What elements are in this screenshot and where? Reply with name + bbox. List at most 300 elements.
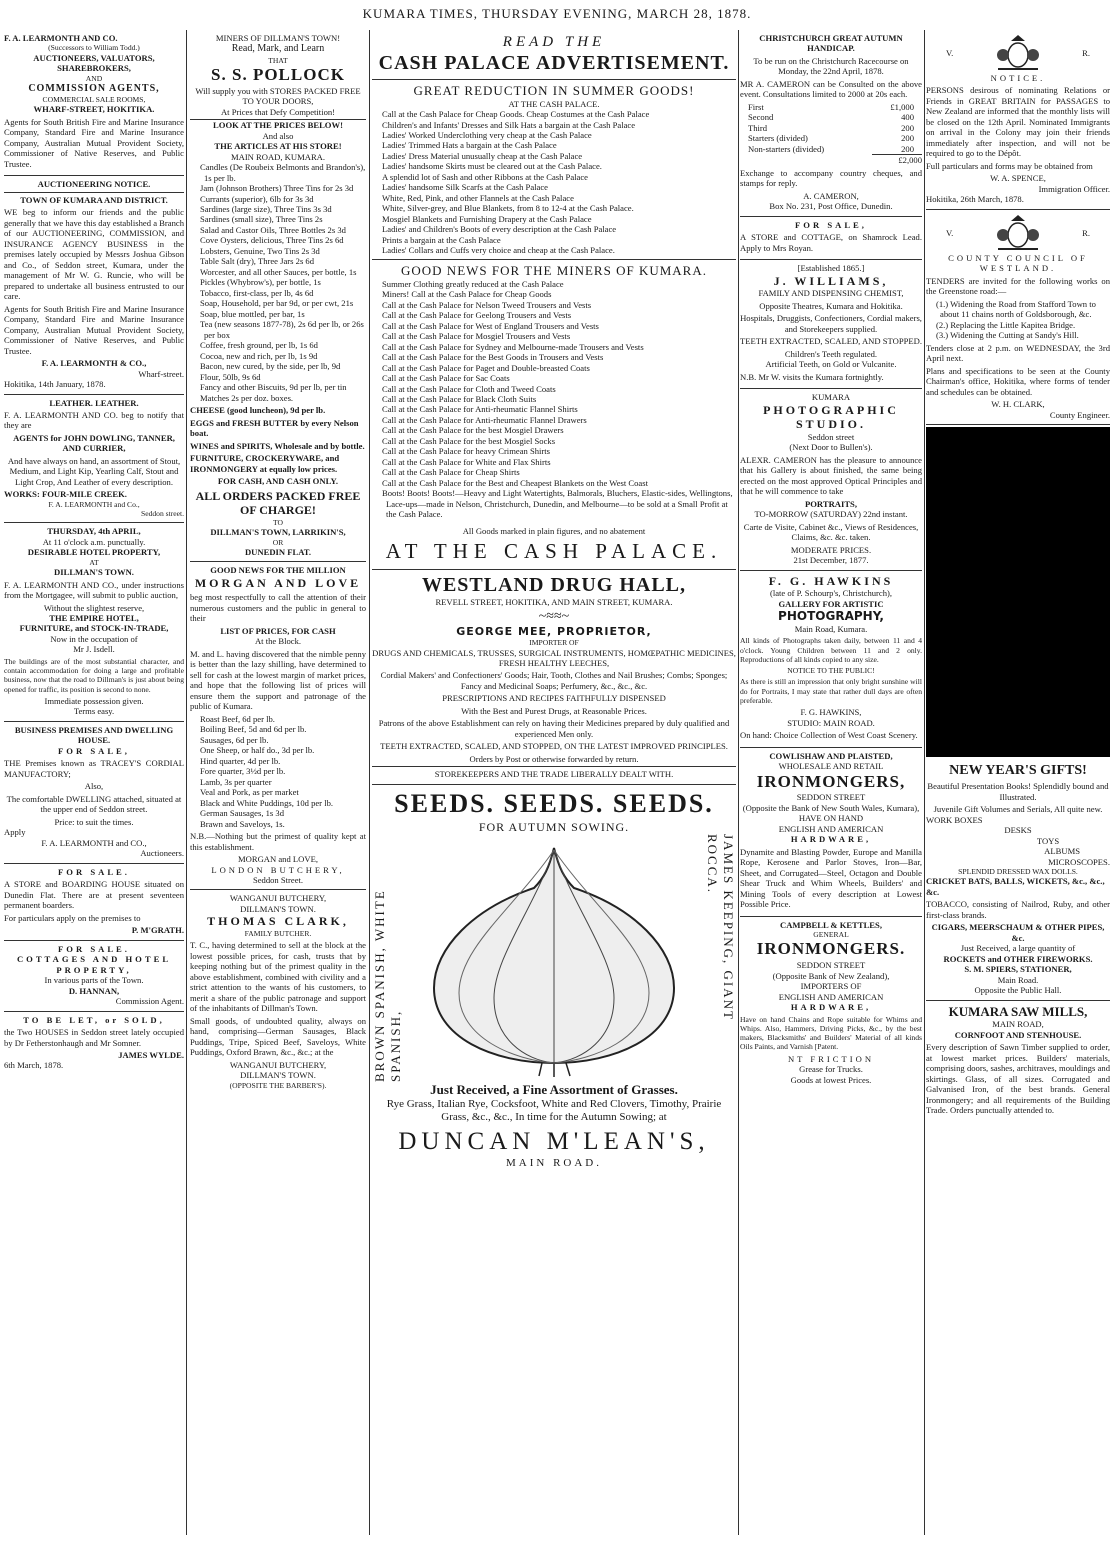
ad-body: Beautiful Presentation Books! Splendidly bound and Illustrated. [927, 781, 1109, 802]
ad-line: HARDWARE, [790, 1002, 872, 1013]
ad-signature: F. A. LEARMONTH and CO., [41, 837, 147, 848]
ad-line: WORKS: FOUR-MILE CREEK. [4, 489, 127, 500]
column-3 [372, 30, 736, 1535]
list-item: German Sausages, 1s 3d [200, 808, 285, 819]
ad-line: At Prices that Defy Competition! [220, 106, 336, 117]
ad-signature: DUNCAN M'LEAN'S, [398, 1127, 710, 1155]
store-sale-ad [4, 864, 184, 941]
saw-mills-ad [926, 1001, 1110, 1122]
business-premises-ad [4, 722, 184, 864]
ad-line: WHARF-STREET, HOKITIKA. [33, 104, 155, 115]
ad-body: Have on hand Chains and Rope suitable for Whims and Whips. Also, Hammers, Driving Picks, &c., by the best makers, Blacksmiths' and Builders' Material of all kinds Oils Paints, and Varnish [Patent. [740, 1014, 922, 1052]
ad-signature: MORGAN and LOVE, [238, 854, 318, 865]
list-item: (1.) Widening the Road from Stafford Town to about 11 chains north of Goldsborough, &c. [936, 298, 1096, 320]
ad-line: MINERS OF DILLMAN'S TOWN! [215, 33, 341, 43]
ad-body: The comfortable DWELLING attached, situated at the upper end of Seddon street. [6, 793, 182, 815]
ad-title: F. G. HAWKINS [768, 573, 894, 588]
royal-crest-icon [993, 33, 1043, 73]
row-label: First [748, 101, 764, 112]
ad-body: A STORE and BOARDING HOUSE situated on Dunedin Flat. There are at present seventeen permanent boarders. [4, 879, 184, 911]
table-row [740, 144, 922, 154]
list-item: Brawn and Saveloys, 1s. [200, 818, 285, 829]
ad-line: Without the slightest reserve, [43, 602, 145, 613]
ad-line: BROWN SPANISH, WHITE SPANISH, [372, 889, 403, 1083]
ad-line: Apply [4, 827, 26, 838]
ad-line: SHAREBROKERS, [57, 63, 131, 74]
column-rule [186, 30, 187, 1535]
ad-line: AND [85, 73, 103, 83]
ad-body: On hand: Choice Collection of West Coast Scenery. [740, 730, 918, 741]
column-5 [926, 30, 1110, 1535]
list-item: Matches 2s per doz. boxes. [200, 392, 294, 403]
ad-title: NOTICE. [990, 73, 1046, 83]
list-item: Call at the Cash Palace for Cheap Goods. Cheap Costumes at the Cash Palace [382, 109, 650, 120]
ad-line: PRESCRIPTIONS AND RECIPES FAITHFULLY DISPENSED [442, 693, 666, 704]
ad-line: TEETH EXTRACTED, SCALED, AND STOPPED. [740, 336, 922, 347]
prize-table [740, 102, 922, 154]
ad-line: Seddon street [807, 431, 855, 442]
ad-line: STOREKEEPERS AND THE TRADE LIBERALLY DEALT WITH. [372, 766, 736, 779]
ad-line: WINES and SPIRITS, Wholesale and by bottle. [190, 440, 365, 451]
ad-signature: Seddon Street. [252, 875, 304, 885]
ad-signature: S. M. SPIERS, STATIONER, [964, 964, 1072, 975]
ad-line: AGENTS for JOHN DOWLING, TANNER, AND CURRIER, [13, 432, 175, 454]
row-value: 200 [901, 122, 914, 133]
ad-line: FOR CASH, AND CASH ONLY. [217, 476, 339, 487]
ad-body: Cordial Makers' and Confectioners' Goods; Hair, Tooth, Clothes and Nail Brushes; Combs; Sponges; Fancy and Medicinal Soaps; Perfumery, &c., &c., &c. [380, 670, 728, 691]
list-item: Veal and Pork, as per market [200, 787, 299, 798]
ad-line: At the Block. [254, 636, 302, 647]
price-list [190, 162, 366, 403]
ad-body: beg most respectfully to call the attention of their numerous customers and the public in general to their [190, 592, 366, 624]
ad-line: DRUGS AND CHEMICALS, TRUSSES, SURGICAL INSTRUMENTS, HOMŒPATHIC MEDICINES, FRESH HEALTHY LEECHES, [372, 647, 736, 668]
ad-signature: Immigration Officer. [1038, 183, 1110, 194]
ad-line: Now in the occupation of [50, 633, 138, 644]
seeds-ad [372, 785, 736, 1175]
ad-line: THE EMPIRE HOTEL, [49, 613, 139, 623]
ad-line: COTTAGES AND HOTEL [16, 954, 172, 965]
ad-line: LIST OF PRICES, FOR CASH [220, 625, 336, 636]
ad-line: IRONMONGERS. [756, 939, 906, 959]
ad-title: FOR SALE, [795, 219, 867, 230]
ad-line: GREAT REDUCTION IN SUMMER GOODS! [372, 79, 736, 99]
hotel-sale-ad [4, 523, 184, 722]
list-item: Call at the Cash Palace for the Best Goods in Trousers and Vests [382, 352, 604, 363]
list-item: Sardines (large size), Three Tins 3s 3d [200, 203, 332, 214]
ad-line: THAT [268, 55, 288, 65]
tender-list [926, 299, 1110, 341]
ad-line: AT [89, 557, 99, 567]
list-item: Black and White Puddings, 10d per lb. [200, 797, 334, 808]
ad-title: CAMPBELL & KETTLES, [780, 919, 882, 930]
ad-title: AUCTIONEERING NOTICE. [37, 179, 151, 190]
ad-title: THOMAS CLARK, [207, 914, 349, 929]
list-item: One Sheep, or half do., 3d per lb. [200, 745, 315, 756]
list-item: Call at the Cash Palace for heavy Crimean Shirts [382, 446, 551, 457]
pollock-ad [190, 30, 366, 562]
ad-signature: LONDON BUTCHERY, [211, 864, 345, 875]
list-item: Call at the Cash Palace for Cloth and Tweed Coats [382, 383, 556, 394]
list-item: Call at the Cash Palace for Geelong Trousers and Vests [382, 310, 572, 321]
ad-subtitle: (Successors to William Todd.) [48, 43, 140, 53]
ad-title: COUNTY COUNCIL OF WESTLAND. [948, 252, 1088, 274]
ad-body: THE Premises known as TRACEY'S CORDIAL MANUFACTORY; [4, 758, 184, 779]
table-row [740, 112, 922, 122]
row-value: 200 [901, 133, 914, 144]
ad-line: SEDDON STREET [796, 792, 866, 803]
list-item: Boots! Boots! Boots!—Heavy and Light Watertights, Balmorals, Bluchers, Elastic-sides, Wellingtons, Lace-ups—made in Nelson, Christchurch, Dunedin, and Melbourne—to be sold at a Small Profit at the Cash Palace. [382, 488, 733, 520]
ad-line: THE ARTICLES AT HIS STORE! [214, 141, 342, 152]
ad-line: Just Received, a large quantity of [960, 943, 1076, 954]
list-item: Summer Clothing greatly reduced at the Cash Palace [382, 278, 564, 289]
ad-line: (Opposite Bank of New Zealand), [772, 970, 890, 981]
ad-title: WESTLAND DRUG HALL, [421, 573, 687, 596]
ad-line: LOOK AT THE PRICES BELOW! [190, 119, 366, 130]
ad-line: EGGS and FRESH BUTTER by every Nelson boat. [190, 417, 359, 439]
ad-signature: Main Road. [997, 974, 1039, 985]
ad-line: DILLMAN'S TOWN, LARRIKIN'S, [210, 527, 346, 538]
list-item: Call at the Cash Palace for White and Flax Shirts [382, 456, 551, 467]
ad-line: Main Road, Kumara. [794, 623, 868, 634]
list-item: Call at the Cash Palace for the Best and Cheapest Blankets on the West Coast [382, 477, 648, 488]
ad-body: the Two HOUSES in Seddon street lately occupied by Dr Fetherstonhaugh and Mr Somner. [4, 1027, 184, 1048]
masthead: KUMARA TIMES, THURSDAY EVENING, MARCH 28, 1878. [362, 6, 752, 21]
ad-subtitle: FAMILY AND DISPENSING CHEMIST, [758, 288, 904, 299]
list-item: Roast Beef, 6d per lb. [200, 713, 275, 724]
ad-line: HARDWARE, [790, 834, 872, 845]
ad-line: DESKS [1004, 825, 1032, 836]
list-item: Cove Oysters, delicious, Three Tins 2s 6d [200, 235, 344, 246]
ad-line: FOR SALE, [58, 745, 130, 756]
ad-title: FOR SALE. [58, 943, 130, 954]
column-2 [190, 30, 366, 1535]
ad-line: (late of P. Schourp's, Christchurch), [769, 588, 893, 599]
ad-line: Artificial Teeth, on Gold or Vulcanite. [765, 359, 897, 370]
list-item: Ladies' Dress Material unusually cheap at the Cash Palace [382, 150, 583, 161]
ad-title: J. WILLIAMS, [773, 273, 889, 288]
auctioneering-notice [4, 176, 184, 394]
ad-line: AT THE CASH PALACE. [508, 98, 600, 109]
list-item: Soap, blue mottled, per bar, 1s [200, 308, 305, 319]
ad-title: KUMARA SAW MILLS, [948, 1003, 1088, 1019]
ad-line: Mr J. Isdell. [73, 644, 115, 655]
list-item: Call at the Cash Palace for Nelson Tweed Trousers and Vests [382, 299, 592, 310]
ad-line: MAIN ROAD, KUMARA. [230, 151, 326, 162]
ad-signature: A. CAMERON, [803, 190, 859, 201]
ad-line: WORK BOXES [926, 814, 983, 825]
list-item: Ladies' Worked Underclothing very cheap at the Cash Palace [382, 130, 592, 140]
ad-line: OR [272, 537, 284, 547]
list-item: Flour, 50lb, 9s 6d [200, 371, 261, 382]
ad-body: F. A. LEARMONTH AND CO. beg to notify that they are [4, 409, 184, 431]
leather-ad [4, 395, 184, 524]
ad-line: CHEESE (good luncheon), 9d per lb. [190, 405, 326, 416]
ad-line: GEORGE MEE, PROPRIETOR, [456, 624, 652, 638]
ad-line: PHOTOGRAPHY, [778, 609, 884, 624]
list-item: Children's and Infants' Dresses and Silk Hats a bargain at the Cash Palace [382, 119, 636, 130]
ad-line: Children's Teeth regulated. [784, 348, 878, 359]
list-item: Hind quarter, 4d per lb. [200, 755, 281, 766]
ad-body: M. and L. having discovered that the nimble penny is better than the lazy shilling, have determined to sell for cash at the lowest margin of market prices, and hope that the following list of prices will ensure them the support and patronage of the public of Kumara. [190, 648, 366, 712]
list-item: Call at the Cash Palace for West of England Trousers and Vests [382, 320, 599, 331]
prize-total: £2,000 [872, 154, 922, 165]
row-value: £1,000 [890, 101, 914, 112]
ad-line: [Established 1865.] [797, 263, 865, 274]
list-item: (2.) Replacing the Little Kapitea Bridge. [936, 319, 1076, 330]
list-item: Call at the Cash Palace for the best Mosgiel Drawers [382, 425, 564, 436]
list-item: Prints a bargain at the Cash Palace [382, 234, 501, 245]
ad-line: CORNFOOT AND STENHOUSE. [954, 1029, 1082, 1040]
ad-signature: Auctioneers. [140, 848, 184, 859]
ad-body: For particulars apply on the premises to [4, 912, 141, 923]
ad-line: IRONMONGERS, [756, 771, 906, 791]
row-value: 400 [901, 112, 914, 123]
ad-signature: Box No. 231, Post Office, Dunedin. [769, 201, 893, 212]
column-4 [740, 30, 922, 1535]
list-item: Lamb, 3s per quarter [200, 776, 272, 787]
photo-studio-ad [740, 389, 922, 571]
list-item: Call at the Cash Palace for the best Mosgiel Socks [382, 435, 556, 446]
ad-signature: Wharf-street. [138, 368, 184, 379]
ad-title: SEEDS. SEEDS. SEEDS. [394, 788, 714, 818]
ad-body: ALEXR. CAMERON has the pleasure to announce that his Gallery is about finished, the same being erected on the most approved Optical Principles and that he will commence to take [740, 454, 922, 497]
list-item: Call at the Cash Palace for Mosgiel Trousers and Vests [382, 331, 571, 342]
cowlishaw-ad [740, 748, 922, 917]
ad-body: Carte de Visite, Cabinet &c., Views of Residences, Claims, &c. &c. taken. [743, 521, 919, 543]
ad-line: COMMISSION AGENTS, [28, 82, 160, 94]
ad-date: Hokitika, 26th March, 1878. [926, 194, 1024, 205]
ad-line: ALBUMS [1044, 846, 1080, 857]
ad-line: STUDIO: MAIN ROAD. [787, 717, 875, 728]
ad-line: KUMARA [811, 392, 851, 403]
to-let-ad [4, 1012, 184, 1075]
ad-body: Patrons of the above Establishment can rely on having their Medicines prepared by duly qualified and experienced Men only. [378, 718, 730, 739]
ad-line: With the Best and Purest Drugs, at Reasonable Prices. [461, 705, 647, 716]
list-item: Call at the Cash Palace for Sac Coats [382, 373, 510, 384]
ad-line: TO-MORROW (SATURDAY) 22nd instant. [754, 509, 908, 520]
list-item: Worcester, and all other Sauces, per bottle, 1s [200, 266, 357, 277]
ad-line: DUNEDIN FLAT. [244, 546, 312, 557]
ad-body: Tenders close at 2 p.m. on WEDNESDAY, the 3rd April next. [926, 342, 1110, 364]
ad-body: Every description of Sawn Timber supplied to order, at lowest market prices. Builders' materials, comprising doors, sashes, architraves, mouldings and skirtings. Glass, of all sizes. Corrugated and Galvanised Iron, of the best brands. General Ironmongery; and all requirements of the Building Trade. Orders punctually attended to. [926, 1042, 1110, 1116]
learmonth-ad [4, 30, 184, 176]
ad-date: 6th March, 1878. [4, 1060, 64, 1071]
goods-list [372, 279, 736, 520]
gifts-ad [926, 759, 1110, 1001]
ad-subtitle: FAMILY BUTCHER. [244, 929, 312, 939]
ad-line: Read, Mark, and Learn [231, 43, 325, 55]
ad-body: PERSONS desirous of nominating Relations or Friends in GREAT BRITAIN for PASSAGES to New Zealand are informed that the monthly lists will be closed on the 12th April. Nominated Immigrants on arrival in the Colony may join their friends immediately after inspection, and will not be required to go to the Dépôt. [926, 85, 1110, 159]
ad-line: FURNITURE, and STOCK-IN-TRADE, [19, 623, 169, 634]
row-value: 200 [901, 143, 914, 154]
ad-line: DILLMAN'S TOWN. [240, 903, 316, 914]
ad-line: ALL ORDERS PACKED FREE OF CHARGE! [195, 488, 361, 518]
ad-line: TOYS [1036, 835, 1060, 846]
table-row [740, 123, 922, 133]
ad-line: All Goods marked in plain figures, and no abatement [462, 525, 646, 536]
list-item: Mosgiel Blankets and Furnishing Drapery at the Cash Palace [382, 213, 592, 224]
clark-ad [190, 890, 366, 1093]
ad-title: COWLISHAW AND PLAISTED, [769, 750, 893, 761]
ad-body: Will supply you with STORES PACKED FREE TO YOUR DOORS, [195, 85, 361, 107]
ad-title: DESIRABLE HOTEL PROPERTY, [27, 547, 161, 558]
ad-line: (Opposite the Bank of New South Wales, Kumara), [742, 802, 920, 813]
list-item: Ladies' and Children's Boots of every description at the Cash Palace [382, 224, 617, 235]
ad-line: MICROSCOPES. [1048, 856, 1110, 867]
list-item: A splendid lot of Sash and other Ribbons at the Cash Palace [382, 171, 588, 182]
ad-line: READ THE [502, 34, 606, 50]
ad-line: Opposite Theatres, Kumara and Hokitika. [759, 300, 903, 311]
ad-signature: W. H. CLARK, [991, 399, 1045, 410]
ad-title: BUSINESS PREMISES AND DWELLING HOUSE. [14, 724, 174, 746]
ad-body: Agents for South British Fire and Marine Insurance Company, Standard Fire and Marine Insurance Company, Australian Mutual Provident Society, Commissioner of Native Reserves, and Public Trustee. [4, 303, 184, 356]
ad-title: TO BE LET, or SOLD, [23, 1014, 165, 1025]
ad-line: Grease for Trucks. [799, 1064, 863, 1075]
ad-line: (Next Door to Bullen's). [789, 442, 873, 453]
list-item: White, Silver-grey, and Blue Blankets, from 8 to 12-4 at the Cash Palace. [382, 203, 634, 214]
ad-line: HAVE ON HAND [798, 813, 864, 824]
ad-body: WE beg to inform our friends and the public generally that we have this day established a Branch of our AUCTIONEERING, COMMISSION, and INSURANCE AGENCY BUSINESS in the premises lately occupied by Messrs Joshua Gibson and Co., of Seddon street, Kumara, under the management of Mr W. G. Runcie, who will be prepared to undertake all business entrusted to our care. [4, 207, 184, 302]
ad-title: PHOTOGRAPHIC STUDIO. [763, 402, 899, 432]
list-item: Table Salt (dry), Three Jars 2s 6d [200, 256, 315, 267]
ad-body: All kinds of Photographs taken daily, between 11 and 4 o'clock. Young Children between 11 and 2 only. Reproductions of all kinds copied to any size. [740, 636, 922, 664]
ad-line: IMPORTERS OF [800, 981, 862, 992]
list-item: Miners! Call at the Cash Palace for Cheap Goods [382, 289, 552, 300]
ad-signature: F. G. HAWKINS, [800, 707, 862, 718]
list-item: Soap, Household, per bar 9d, or per cwt, 21s [200, 298, 354, 309]
ad-line: Goods at lowest Prices. [790, 1074, 872, 1085]
ad-line: Just Received, a Fine Assortment of Grasses. [430, 1082, 678, 1098]
ad-subtitle: TOWN OF KUMARA AND DISTRICT. [4, 192, 184, 205]
ad-signature: Seddon street. [140, 509, 184, 519]
williams-ad [740, 260, 922, 389]
list-item: Ladies' Collars and Cuffs very choice and cheap at the Cash Palace. [382, 245, 615, 256]
ad-body: A STORE and COTTAGE, on Shamrock Lead. Apply to Mrs Royan. [740, 232, 922, 253]
ad-signature: P. M'GRATH. [131, 925, 184, 936]
store-cottage-ad [740, 217, 922, 260]
ad-line: ENGLISH AND AMERICAN [778, 823, 884, 834]
ad-body: F. A. LEARMONTH AND CO., under instructions from the Mortgagee, will submit to public auction, [4, 579, 184, 601]
list-item: Call at the Cash Palace for Cheap Shirts [382, 467, 520, 478]
ad-body: As there is still an impression that only bright sunshine will do for Portraits, I may state that rather dull days are often preferable. [740, 677, 922, 705]
ad-signature: WANGANUI BUTCHERY, [229, 1059, 327, 1070]
column-1 [4, 30, 184, 1535]
ad-body: Exchange to accompany country cheques, and stamps for reply. [740, 167, 922, 189]
royal-crest-icon [993, 213, 1043, 253]
list-item: Call at the Cash Palace for Black Cloth Suits [382, 394, 537, 404]
list-item: White, Red, Pink, and other Flannels at the Cash Palace [382, 192, 574, 203]
ad-line: GALLERY FOR ARTISTIC [778, 598, 884, 609]
ad-line: GOOD NEWS FOR THE MILLION [210, 565, 346, 576]
list-item: Fancy and other Biscuits, 9d per lb, per tin [200, 382, 347, 393]
ad-line: GENERAL [813, 930, 849, 940]
immigration-notice [926, 30, 1110, 210]
list-item: Call at the Cash Palace for Sydney and Melbourne-made Trousers and Vests [382, 341, 644, 352]
list-item: Candles (De Roubeix Belmonts and Brandon's), 1s per lb. [200, 162, 366, 183]
ad-body: Rye Grass, Italian Rye, Cocksfoot, White and Red Clovers, Timothy, Prairie Grass, &c., &c., In time for the Autumn Sowing; at [386, 1098, 722, 1124]
ad-title: F. A. LEARMONTH AND CO. [4, 33, 118, 43]
onion-illustration [372, 834, 736, 1082]
ad-signature: F. A. LEARMONTH and Co., [48, 499, 140, 509]
ad-line: Terms easy. [73, 706, 115, 717]
blackout-region [926, 427, 1110, 757]
row-label: Non-starters (divided) [748, 143, 825, 154]
list-item: Call at the Cash Palace for Anti-rheumatic Flannel Drawers [382, 414, 587, 425]
list-item: Ladies' handsome Skirts must be cleared out at the Cash Palace. [382, 161, 602, 172]
cottages-sale-ad [4, 941, 184, 1012]
ad-line: COMMERCIAL SALE ROOMS, [42, 95, 146, 105]
ad-line: WHOLESALE AND RETAIL [778, 761, 884, 772]
drug-hall-ad [372, 570, 736, 785]
ad-line: And also [262, 130, 294, 141]
ad-line: Price: to suit the times. [54, 816, 134, 827]
ad-title: MORGAN AND LOVE [194, 575, 362, 590]
ad-line: THURSDAY, 4th APRIL, [47, 526, 141, 537]
ad-line: R. [1082, 47, 1090, 58]
ad-signature: JAMES WYLDE. [118, 1049, 184, 1060]
goods-list [372, 109, 736, 256]
campbell-ad [740, 917, 922, 1089]
ad-signature: D. HANNAN, [68, 985, 120, 996]
table-row [740, 102, 922, 112]
ad-line: CIGARS, MEERSCHAUM & OTHER PIPES, &c. [931, 922, 1105, 943]
ad-body: Hospitals, Druggists, Confectioners, Cordial makers, and Storekeepers supplied. [740, 313, 922, 334]
ad-line: MAIN ROAD, [992, 1019, 1044, 1030]
ornament: ~≈≈~ [538, 608, 570, 624]
ad-line: ROCKETS and OTHER FIREWORKS. [943, 953, 1093, 964]
ad-title: NEW YEAR'S GIFTS! [949, 763, 1087, 779]
list-item: Lobsters, Genuine, Two Tins 2s 3d [200, 245, 320, 256]
list-item: Call at the Cash Palace for Anti-rheumatic Flannel Shirts [382, 404, 578, 415]
list-item: Fore quarter, 3½d per lb. [200, 766, 286, 777]
list-item: Call at the Cash Palace for Paget and Double-breasted Coats [382, 362, 590, 373]
ad-line: TO [273, 517, 283, 527]
ad-line: WANGANUI BUTCHERY, [229, 893, 327, 904]
ad-body: TOBACCO, consisting of Nailrod, Ruby, and other first-class brands. [926, 899, 1110, 920]
ad-title: CASH PALACE ADVERTISEMENT. [378, 52, 730, 75]
ad-body: Small goods, of undoubted quality, always on hand, comprising—German Sausages, Black Puddings, Tripe, Spiced Beef, Saveloys, White Puddings, Oxford Brawn, &c., &c.; at the [190, 1015, 366, 1058]
ad-line: MODERATE PRICES. [790, 544, 872, 555]
ad-line: Juvenile Gift Volumes and Serials, All quite new. [933, 804, 1103, 815]
ad-body: And have always on hand, an assortment of Stout, Medium, and Light Kip, Yearling Calf, Stout and Light Crop, And Leather of every description. [7, 455, 181, 487]
list-item: Jam (Johnson Brothers) Three Tins for 2s 3d [200, 183, 354, 194]
ad-line: REVELL STREET, HOKITIKA, AND MAIN STREET, KUMARA. [435, 597, 673, 608]
ad-signature: F. A. LEARMONTH & CO., [41, 358, 147, 369]
ad-signature: (OPPOSITE THE BARBER'S). [229, 1080, 327, 1090]
ad-line: NOTICE TO THE PUBLIC! [787, 666, 875, 676]
county-council-ad [926, 210, 1110, 425]
ad-signature: DILLMAN'S TOWN. [240, 1070, 316, 1081]
ad-line: At 11 o'clock a.m. punctually. [42, 536, 146, 547]
list-item: Boiling Beef, 5d and 6d per lb. [200, 724, 307, 735]
ad-line: DILLMAN'S TOWN. [54, 567, 134, 578]
hawkins-ad [740, 571, 922, 748]
ad-body: MR A. CAMERON can be Consulted on the above event. Consultations limited to 2000 at 20s each. [740, 78, 922, 100]
ad-signature: County Engineer. [1049, 409, 1110, 420]
handicap-ad [740, 30, 922, 217]
list-item: Pickles (Whybrow's), per bottle, 1s [200, 277, 321, 288]
ad-body: Agents for South British Fire and Marine Insurance Company, Standard Fire and Marine Insurance Company, Australian Mutual Provident Society, Commissioner of Native Reserves, and Public Trustee. [4, 116, 184, 169]
ad-line: TEETH EXTRACTED, SCALED, AND STOPPED, ON THE LATEST IMPROVED PRINCIPLES. [380, 741, 728, 752]
ad-line: SEDDON STREET [796, 960, 866, 971]
ad-date: 21st December, 1877. [793, 555, 869, 566]
ad-line: R. [1082, 227, 1090, 238]
ad-line: IMPORTER OF [529, 638, 579, 648]
ad-body: TENDERS are invited for the following works on the Greenstone road:— [926, 275, 1110, 297]
list-item: Currants (superior), 6lb for 3s 3d [200, 193, 314, 204]
row-label: Second [748, 112, 774, 123]
ad-line: FOR AUTUMN SOWING. [478, 819, 630, 834]
